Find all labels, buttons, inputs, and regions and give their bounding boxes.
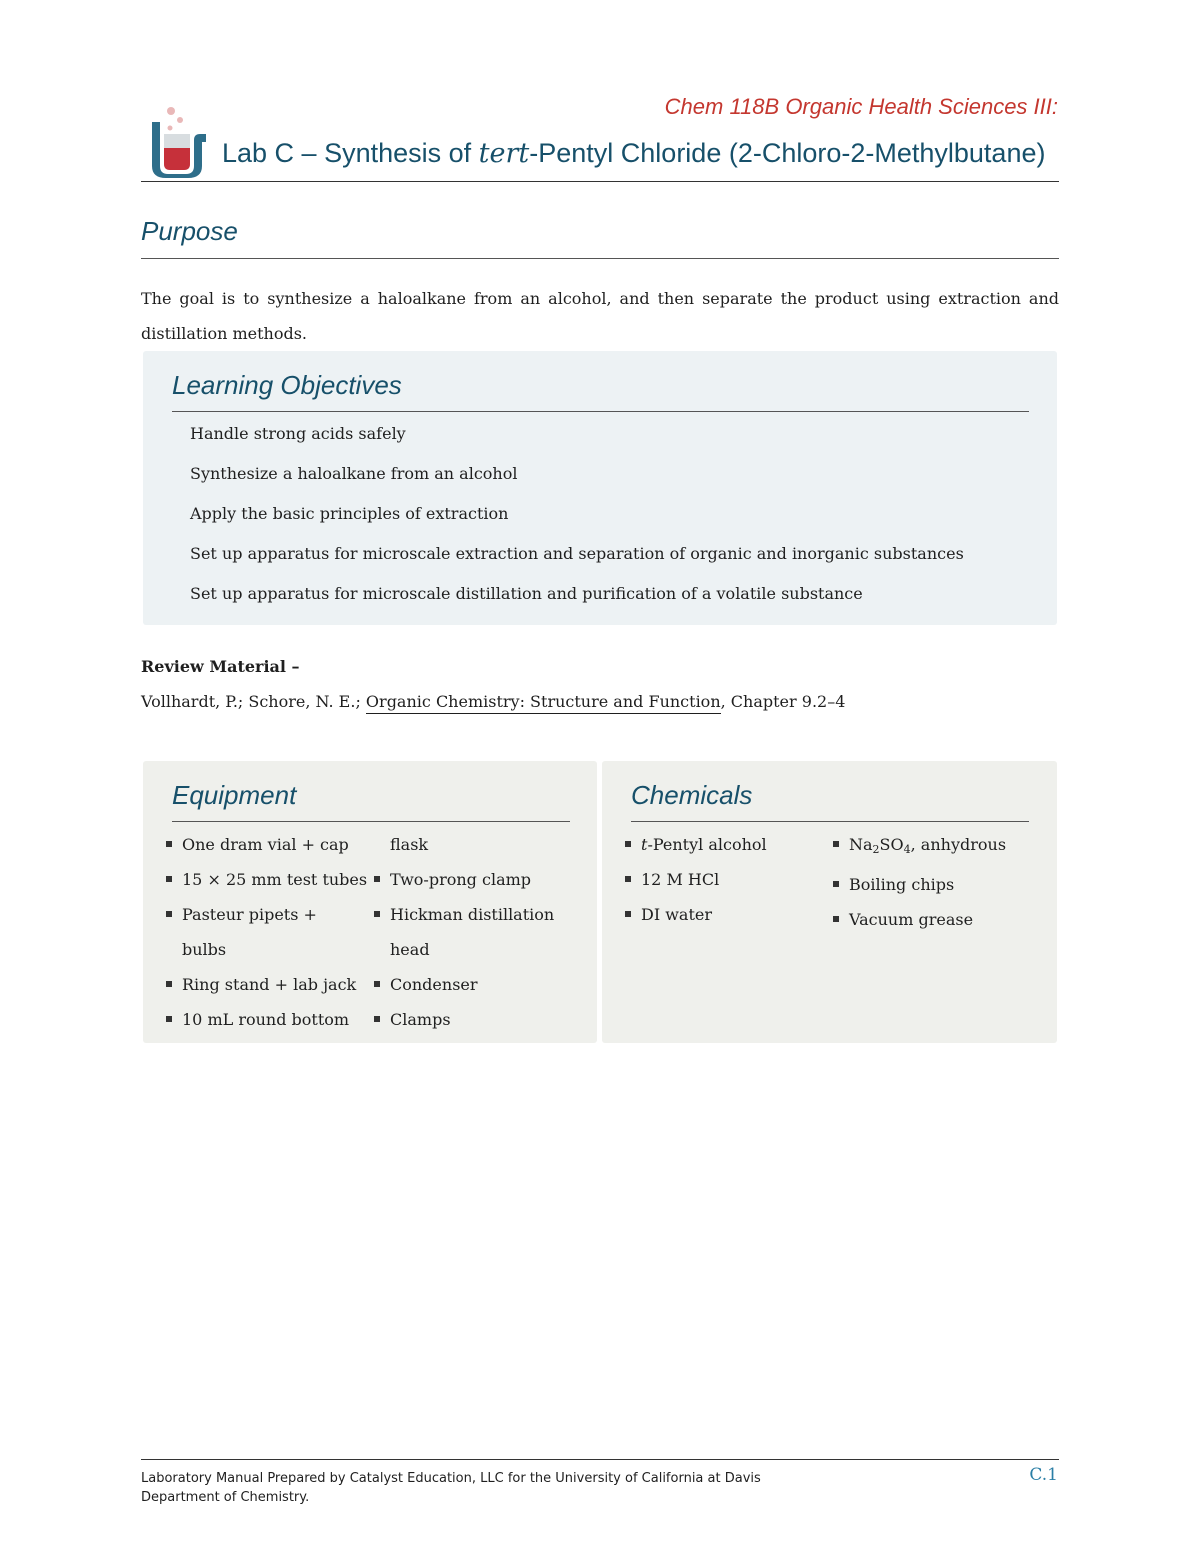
list-item <box>849 827 1006 867</box>
list-item: Clamps <box>390 1002 554 1037</box>
lab-title-suffix: -Pentyl Chloride (2-Chloro-2-Methylbutane) <box>529 138 1046 168</box>
list-item: Vacuum grease <box>849 902 1006 937</box>
formula-subscript: 2 <box>872 843 880 856</box>
chem-prefix-italic: t <box>641 835 648 854</box>
footer-divider <box>141 1459 1059 1460</box>
beaker-logo-icon <box>146 104 210 178</box>
list-item: 15 × 25 mm test tubes <box>182 862 367 897</box>
chemicals-divider <box>631 821 1029 822</box>
list-item: Boiling chips <box>849 867 1006 902</box>
lab-title-prefix: Lab C – Synthesis of <box>222 138 479 168</box>
list-item: Condenser <box>390 967 554 1002</box>
review-citation <box>141 692 845 711</box>
header-divider <box>141 181 1059 182</box>
list-item: 12 M HCl <box>641 862 767 897</box>
formula-subscript: 4 <box>903 843 911 856</box>
formula-part: SO <box>879 835 904 854</box>
review-book-link[interactable]: Organic Chemistry: Structure and Function <box>366 692 721 714</box>
purpose-heading: Purpose <box>141 216 238 246</box>
chemicals-list-col1 <box>641 827 767 932</box>
list-item: DI water <box>641 897 767 932</box>
list-item: One dram vial + cap <box>182 827 367 862</box>
list-item <box>641 827 767 862</box>
list-item: Pasteur pipets + <box>182 897 367 932</box>
course-title: Chem 118B Organic Health Sciences III: <box>664 94 1058 119</box>
list-item: 10 mL round bottom <box>182 1002 367 1037</box>
footer-line1: Laboratory Manual Prepared by Catalyst Education, LLC for the University of California at Davis <box>141 1471 761 1486</box>
list-item: Hickman distillation <box>390 897 554 932</box>
footer-line2: Department of Chemistry. <box>141 1490 310 1505</box>
lab-title <box>222 138 1045 169</box>
formula-part: Na <box>849 835 873 854</box>
list-item: Set up apparatus for microscale distillation and purification of a volatile substance <box>190 584 863 603</box>
formula-part: , anhydrous <box>910 835 1007 854</box>
review-authors: Vollhardt, P.; Schore, N. E.; <box>141 692 366 711</box>
list-item-continuation: flask <box>390 835 429 854</box>
list-item: Ring stand + lab jack <box>182 967 367 1002</box>
equipment-divider <box>172 821 570 822</box>
chem-name: -Pentyl alcohol <box>647 835 767 854</box>
learning-objectives-list <box>190 424 964 624</box>
list-item: Synthesize a haloalkane from an alcohol <box>190 464 518 483</box>
purpose-divider <box>141 258 1059 259</box>
list-item: Two-prong clamp <box>390 862 554 897</box>
lab-title-italic: tert <box>478 138 530 169</box>
review-heading: Review Material – <box>141 657 300 676</box>
equipment-heading: Equipment <box>172 780 297 810</box>
equipment-list-col1 <box>182 827 367 1037</box>
equipment-list-col2 <box>390 827 554 1037</box>
chemicals-heading: Chemicals <box>631 780 753 810</box>
list-item: Apply the basic principles of extraction <box>190 504 509 523</box>
learning-objectives-divider <box>172 411 1029 412</box>
list-item: Handle strong acids safely <box>190 424 406 443</box>
chemicals-list-col2 <box>849 827 1006 937</box>
list-item-continuation: bulbs <box>182 940 227 959</box>
list-item-continuation: head <box>390 940 430 959</box>
list-item: Set up apparatus for microscale extraction and separation of organic and inorganic substances <box>190 544 964 563</box>
learning-objectives-heading: Learning Objectives <box>172 370 402 400</box>
purpose-text: The goal is to synthesize a haloalkane from an alcohol, and then separate the product using extraction and distillation methods. <box>141 289 1059 343</box>
footer-text <box>141 1469 841 1507</box>
page-number: C.1 <box>1029 1465 1058 1485</box>
review-chapter: , Chapter 9.2–4 <box>720 692 846 711</box>
